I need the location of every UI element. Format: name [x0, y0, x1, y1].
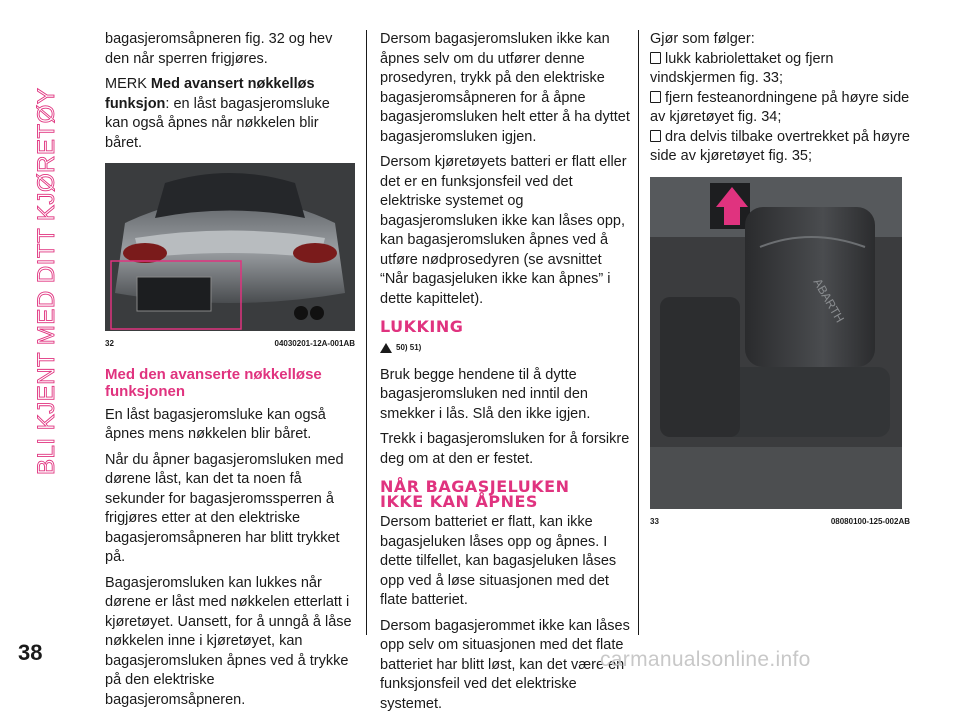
note-label: MERK	[105, 76, 151, 92]
section-heading-lukking: LUKKING	[380, 317, 464, 336]
figure-caption	[105, 334, 355, 354]
paragraph: Bruk begge hendene til å dytte bagasjeromsluken ned inntil den smekker i lås. Slå den ikke igjen.	[380, 366, 591, 422]
note-bold-text: Med avansert nøkkelløs funksjon	[105, 76, 315, 112]
checkbox-bullet-icon	[650, 91, 661, 103]
paragraph: Dersom batteriet er flatt, kan ikke bagasjeluken låses opp og åpnes. I dette tilfellet, kan bagasjeluken låses opp ved å løse situasjonen med det flate batteriet.	[380, 514, 617, 608]
step-item	[650, 128, 910, 167]
step-text: lukk kabriolettaket og fjern vindskjermen fig. 33;	[650, 50, 834, 86]
checkbox-bullet-icon	[650, 130, 661, 142]
paragraph: Når du åpner bagasjeromsluken med dørene låst, kan det ta noen få sekunder for bagasjeromssperren å frigjøres etter at den elektriske bagasjeromsåpneren har blitt trykket på.	[105, 451, 344, 565]
figure-caption	[650, 512, 910, 532]
heading-line: IKKE KAN ÅPNES	[380, 492, 538, 511]
paragraph: Dersom bagasjerommet ikke kan låses opp selv om situasjonen med det flate batteriet har blitt løst, kan det være en funksjonsfeil ved det elektriske systemet.	[380, 617, 630, 712]
warning-reference	[380, 338, 630, 358]
column-divider	[366, 30, 367, 635]
figure-33-seat-photo	[650, 177, 902, 509]
checkbox-bullet-icon	[650, 52, 661, 64]
warning-triangle-icon	[380, 343, 392, 353]
warning-refs-text: 50) 51)	[396, 343, 422, 352]
side-chapter-title-text: BLI KJENT MED DITT KJØRETØY	[33, 87, 60, 475]
paragraph: Gjør som følger:	[650, 31, 755, 47]
section-heading-nar-bagasjeluken	[380, 479, 630, 509]
paragraph: bagasjeromsåpneren fig. 32 og hev den når sperren frigjøres.	[105, 31, 333, 67]
figure-number: 32	[105, 339, 114, 348]
figure-number: 33	[650, 516, 659, 526]
step-item	[650, 89, 910, 128]
figure-code: 08080100-125-002AB	[830, 516, 910, 526]
seat-logo: ABARTH	[810, 275, 847, 325]
column-2	[380, 30, 630, 720]
side-chapter-title	[6, 20, 66, 480]
paragraph: Dersom kjøretøyets batteri er flatt eller det er en funksjonsfeil ved det elektriske systemet og bagasjeromsluken ikke kan låses opp, kan bagasjeromsluken åpnes ved å utføre nødprosedyren (se avsnittet “Når bagasjeluken ikke kan åpnes” i dette kapittelet).	[380, 154, 627, 307]
page-number: 38	[18, 640, 43, 665]
figure-code: 04030201-12A-001AB	[274, 339, 355, 348]
paragraph: Trekk i bagasjeromsluken for å forsikre deg om at den er festet.	[380, 431, 630, 467]
step-text: fjern festeanordningene på høyre side av kjøretøyet fig. 34;	[650, 89, 910, 125]
section-heading: Med den avanserte nøkkelløse funksjonen	[105, 365, 322, 400]
paragraph: Bagasjeromsluken kan lukkes når dørene er låst med nøkkelen etterlatt i kjøretøyet. Uansett, for å unngå å låse nøkkelen inne i kjøretøyet, kan bagasjeromsluken åpnes ved å trykke på den elektriske bagasjeromsåpneren.	[105, 574, 352, 708]
note-paragraph	[105, 75, 355, 153]
step-item	[650, 50, 910, 89]
paragraph: En låst bagasjeromsluke kan også åpnes mens nøkkelen blir båret.	[105, 406, 326, 442]
heading-line: NÅR BAGASJELUKEN	[380, 477, 570, 496]
figure-32-trunk-photo	[105, 163, 355, 331]
column-1	[105, 30, 355, 716]
watermark: carmanualsonline.info	[600, 648, 811, 671]
column-3	[650, 30, 910, 543]
step-text: dra delvis tilbake overtrekket på høyre side av kjøretøyet fig. 35;	[650, 128, 910, 164]
note-text: : en låst bagasjeromsluke kan også åpnes når nøkkelen blir båret.	[105, 95, 330, 151]
paragraph: Dersom bagasjeromsluken ikke kan åpnes selv om du utfører denne prosedyren, trykk på den elektriske bagasjeromsåpneren for å åpne bagasjeromsluken helt etter å ha dyttet bagasjeromsluken igjen.	[380, 31, 630, 145]
column-divider	[638, 30, 639, 635]
